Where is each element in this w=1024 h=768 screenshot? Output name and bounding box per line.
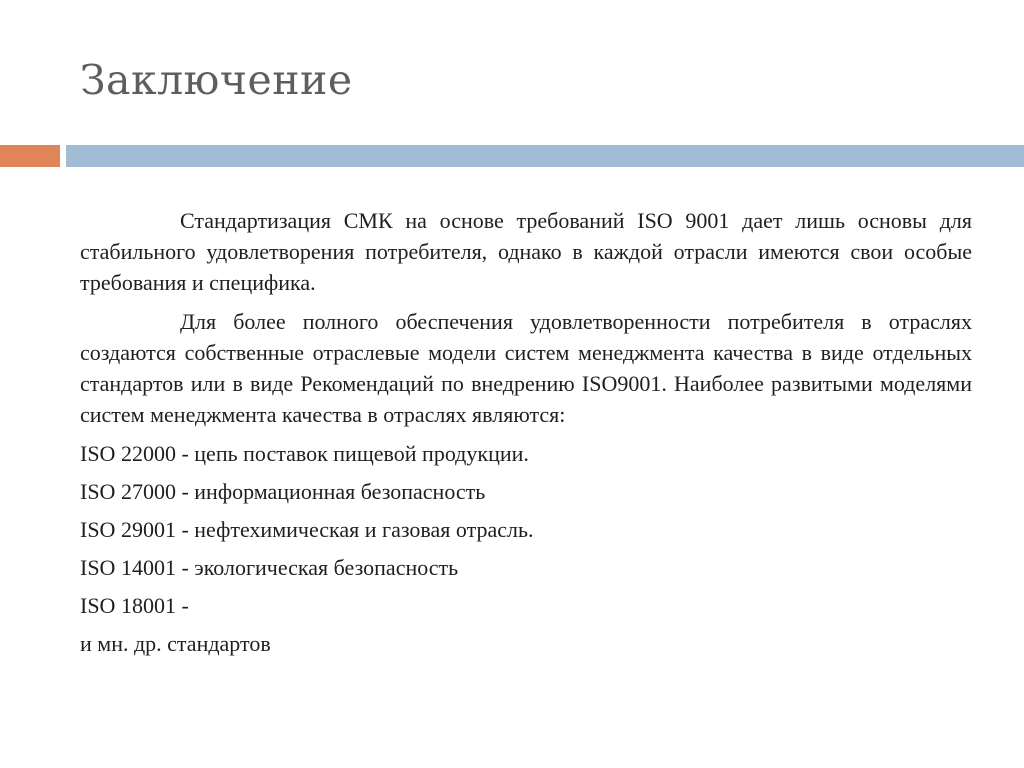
paragraph-industry-models: Для более полного обеспечения удовлетворенности потребителя в отраслях создаются собственные отраслевые модели систем менеджмента качества в виде отдельных стандартов или в виде Рекомендаций по внедрению ISO9001. Наиболее развитыми моделями систем менеджмента качества в отраслях являются: [80, 309, 972, 427]
paragraph-intro: Стандартизация СМК на основе требований ISO 9001 дает лишь основы для стабильного удовлетворения потребителя, однако в каждой отрасли имеются свои особые требования и специфика. [80, 208, 972, 295]
list-item-iso-22000: ISO 22000 - цепь поставок пищевой продукции. [80, 441, 529, 466]
list-item-iso-29001: ISO 29001 - нефтехимическая и газовая отрасль. [80, 517, 534, 542]
title-underline-bar [66, 145, 1024, 167]
slide-content [80, 205, 972, 666]
title-accent-bar [0, 145, 60, 167]
list-item-iso-18001: ISO 18001 - [80, 593, 189, 618]
slide-title: Заключение [80, 56, 353, 104]
list-item-iso-14001: ISO 14001 - экологическая безопасность [80, 555, 459, 580]
list-item-iso-27000: ISO 27000 - информационная безопасность [80, 479, 486, 504]
list-item-other-standards: и мн. др. стандартов [80, 631, 271, 656]
